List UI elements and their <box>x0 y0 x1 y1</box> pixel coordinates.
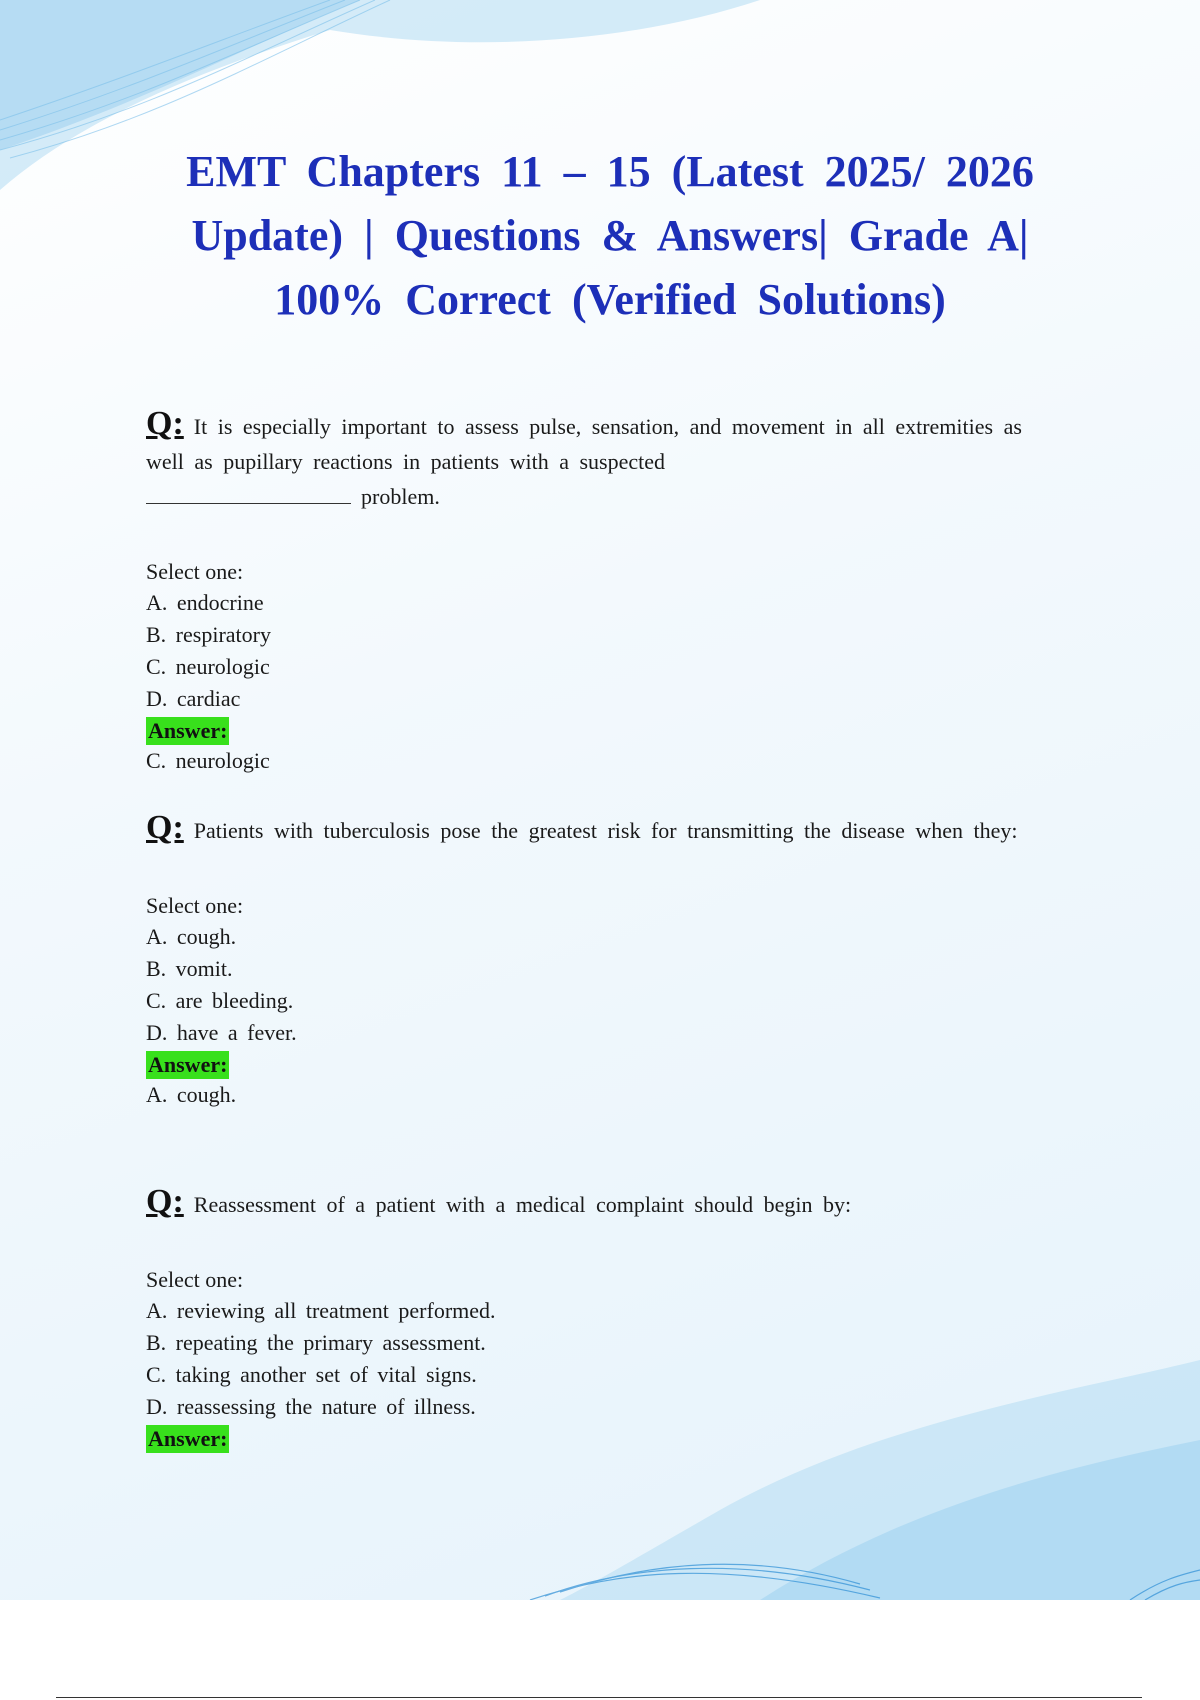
question-text: Q: Reassessment of a patient with a medical complaint should begin by: <box>146 1183 852 1220</box>
answer-value: A. cough. <box>146 1082 237 1107</box>
footer-divider <box>56 1697 1142 1698</box>
fill-in-blank <box>146 483 351 504</box>
option-d: D. have a fever. <box>146 1020 297 1045</box>
question-3 <box>146 1184 1066 1453</box>
question-1 <box>146 406 1066 777</box>
question-text: Q: Patients with tuberculosis pose the greatest risk for transmitting the disease when they: <box>146 809 1018 846</box>
answer-value: C. neurologic <box>146 748 270 773</box>
option-b: B. repeating the primary assessment. <box>146 1330 486 1355</box>
option-c: C. are bleeding. <box>146 988 294 1013</box>
question-text-continued: problem. <box>146 479 1066 514</box>
question-text: Q: It is especially important to assess pulse, sensation, and movement in all extremities as well as pupillary reactions in patients with a suspected <box>146 405 1022 474</box>
option-c: C. taking another set of vital signs. <box>146 1362 477 1387</box>
select-one-label: Select one: <box>146 559 244 584</box>
answer-label: Answer: <box>148 718 228 743</box>
select-one-label: Select one: <box>146 1267 244 1292</box>
answer-label: Answer: <box>148 1052 228 1077</box>
question-marker: Q: <box>146 405 184 442</box>
select-one-label: Select one: <box>146 893 244 918</box>
option-b: B. vomit. <box>146 956 233 981</box>
document-title: EMT Chapters 11 – 15 (Latest 2025/ 2026 Update) | Questions & Answers| Grade A| 100% Correct (Verified Solutions) <box>186 147 1034 324</box>
option-d: D. reassessing the nature of illness. <box>146 1394 476 1419</box>
option-c: C. neurologic <box>146 654 270 679</box>
question-marker: Q: <box>146 1183 184 1220</box>
option-a: A. cough. <box>146 924 237 949</box>
option-d: D. cardiac <box>146 686 241 711</box>
option-b: B. respiratory <box>146 622 271 647</box>
question-2 <box>146 810 1066 1111</box>
answer-label: Answer: <box>148 1426 228 1451</box>
question-marker: Q: <box>146 809 184 846</box>
option-a: A. reviewing all treatment performed. <box>146 1298 496 1323</box>
option-a: A. endocrine <box>146 590 264 615</box>
